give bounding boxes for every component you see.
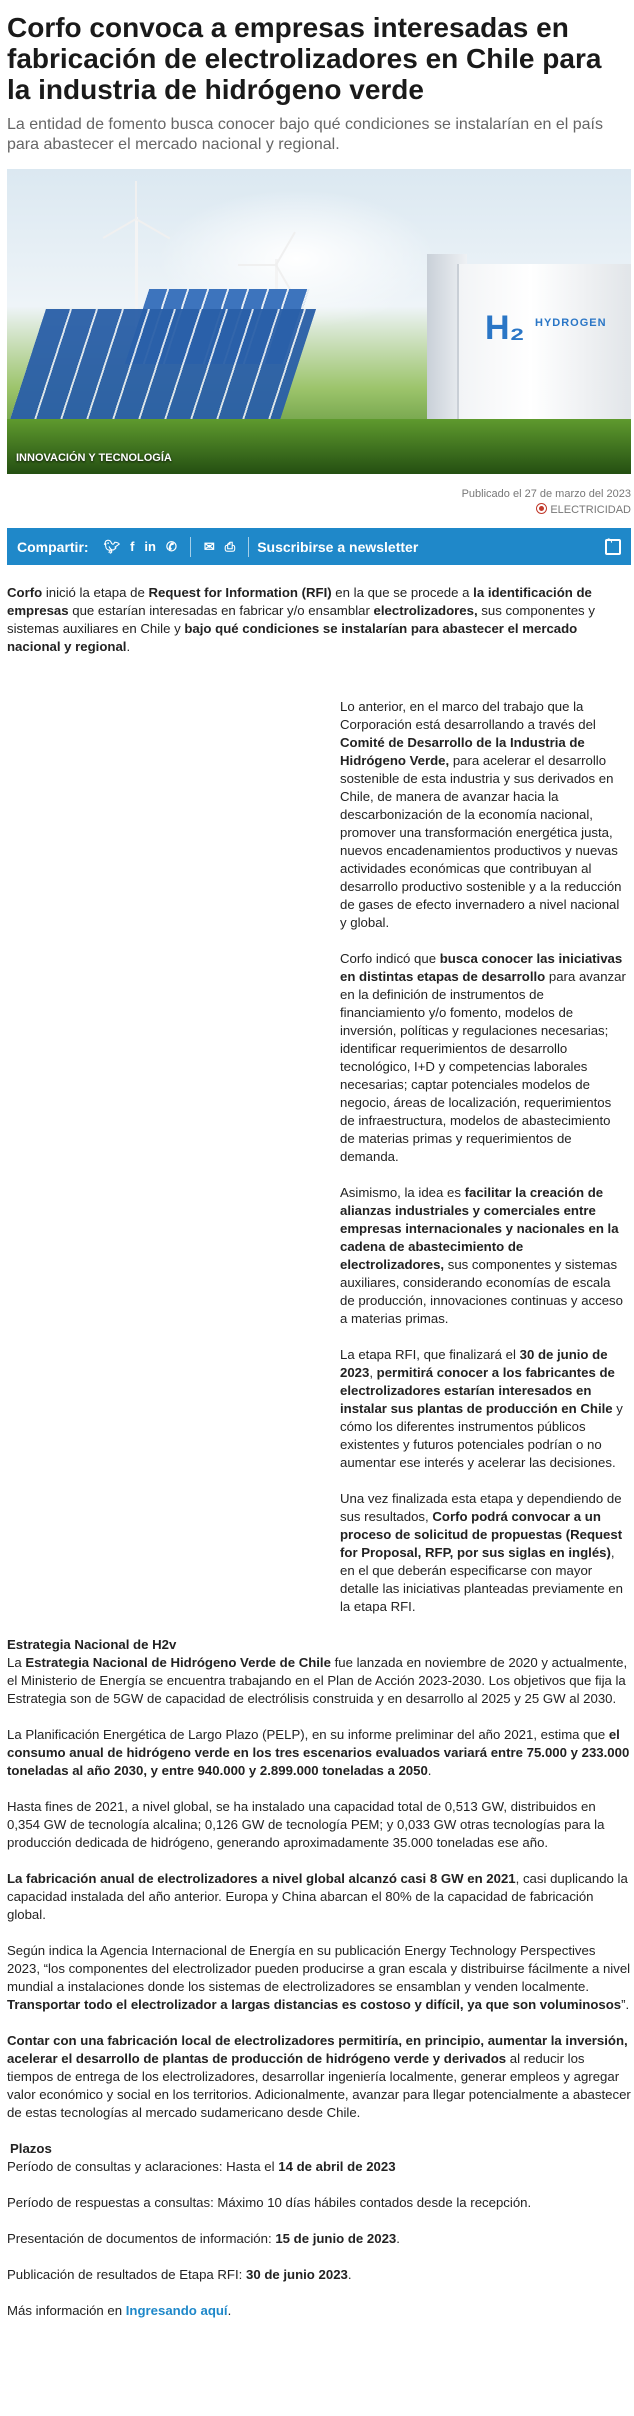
hydrogen-label: HYDROGEN <box>535 317 607 329</box>
section-heading-estrategia: Estrategia Nacional de H2v <box>7 1637 177 1652</box>
paragraph: Contar con una fabricación local de electrolizadores permitiría, en principio, aumentar la inversión, acelerar el desarrollo de plantas de producción de hidrógeno verde y derivados al reducir los tiempos de entrega de los electrolizadores, desarrollar ingeniería localmente, generar empleos y agregar valor económico y social en los territorios. Adicionalmente, avanzar para llegar potencialmente a abastecer de estas tecnologías al mercado sudamericano desde Chile. <box>7 2033 631 2120</box>
paragraph: Corfo indicó que busca conocer las iniciativas en distintas etapas de desarrollo para avanzar en la definición de instrumentos de financiamiento y/o fomento, modelos de inversión, políticas y regulaciones necesarias; identificar requerimientos de desarrollo tecnológico, I+D y competencias laborales necesarias; captar potenciales modelos de negocio, áreas de localización, requerimientos de infraestructura, modelos de abastecimiento de materias primas y requerimientos de demanda. <box>340 951 626 1164</box>
deadline-item: Presentación de documentos de información: 15 de junio de 2023. <box>7 2231 400 2246</box>
paragraph: Lo anterior, en el marco del trabajo que la Corporación está desarrollando a través del Comité de Desarrollo de la Industria de Hidrógeno Verde, para acelerar el desarrollo sostenible de esta industria y sus derivados en Chile, de manera de avanzar hacia la descarbonización de la economía nacional, promover una transformación energética justa, nuevos encadenamientos productivos y nuevas actividades económicas que contribuyan al desarrollo productivo sostenible y a la reducción de gases de efecto invernadero a nivel nacional y global. <box>340 699 622 930</box>
share-bar <box>7 528 631 565</box>
full-column <box>7 1636 631 2320</box>
deadline-item: Período de consultas y aclaraciones: Hasta el 14 de abril de 2023 <box>7 2159 396 2174</box>
newsletter-link[interactable]: Suscribirse a newsletter <box>257 538 419 555</box>
print-icon[interactable]: ⎙ <box>224 538 236 554</box>
deadline-item: Período de respuestas a consultas: Máximo 10 días hábiles contados desde la recepción. <box>7 2195 532 2210</box>
image-category-label[interactable]: INNOVACIÓN Y TECNOLOGÍA <box>16 452 172 464</box>
article <box>7 12 631 2320</box>
section-dot-icon <box>536 503 547 514</box>
whatsapp-icon[interactable]: ✆ <box>165 538 177 554</box>
paragraph: Hasta fines de 2021, a nivel global, se ha instalado una capacidad total de 0,513 GW, distribuidos en 0,354 GW de tecnología alcalina; 0,126 GW de tecnología PEM; y 0,033 GW otras tecnologías para la producción dedicada de hidrógeno, generando aproximadamente 35.000 toneladas ese año. <box>7 1799 605 1850</box>
section-heading-plazos: Plazos <box>10 2141 52 2156</box>
article-subtitle: La entidad de fomento busca conocer bajo qué condiciones se instalarían en el país para abastecer el mercado nacional y regional. <box>7 116 603 153</box>
article-meta <box>7 486 631 518</box>
section-tag[interactable]: ELECTRICIDAD <box>550 504 631 516</box>
publish-date: Publicado el 27 de marzo del 2023 <box>461 488 631 500</box>
paragraph: La Planificación Energética de Largo Plazo (PELP), en su informe preliminar del año 2021, estima que el consumo anual de hidrógeno verde en los tres escenarios evaluados variará entre 75.000 y 233.000 toneladas al año 2030, y entre 940.000 y 2.899.000 toneladas a 2050. <box>7 1727 630 1778</box>
paragraph: Asimismo, la idea es facilitar la creación de alianzas industriales y comerciales entre empresas internacionales y nacionales en la cadena de abastecimiento de electrolizadores, sus componentes y sistemas auxiliares, considerando economías de escala de producción, innovaciones continuas y acceso a materias primas. <box>340 1185 623 1326</box>
twitter-icon[interactable]: 🐦︎ <box>103 538 121 554</box>
more-info: Más información en Ingresando aquí. <box>7 2303 232 2318</box>
paragraph: La fabricación anual de electrolizadores a nivel global alcanzó casi 8 GW en 2021, casi duplicando la capacidad instalada del año anterior. Europa y China abarcan el 80% de la capacidad de fabricación global. <box>7 1871 628 1922</box>
rss-icon[interactable] <box>605 539 621 555</box>
email-icon[interactable]: ✉ <box>203 538 215 554</box>
facebook-icon[interactable]: f <box>130 539 135 554</box>
paragraph: Según indica la Agencia Internacional de Energía en su publicación Energy Technology Perspectives 2023, “los componentes del electrolizador pueden producirse a gran escala y distribuirse fácilmente a nivel mundial a instalaciones donde los sistemas de electrolizadores se ensamblan y venden localmente. Transportar todo el electrolizador a largas distancias es costoso y difícil, ya que son voluminosos”. <box>7 1943 631 2012</box>
paragraph: La etapa RFI, que finalizará el 30 de junio de 2023, permitirá conocer a los fabricantes de electrolizadores estarían interesados en instalar sus plantas de producción en Chile y cómo los diferentes instrumentos públicos existentes y futuros potenciales podrían o no aumentar ese interés y acelerar las decisiones. <box>340 1347 623 1470</box>
article-title: Corfo convoca a empresas interesadas en fabricación de electrolizadores en Chile para la industria de hidrógeno verde <box>7 12 602 105</box>
deadline-item: Publicación de resultados de Etapa RFI: 30 de junio 2023. <box>7 2267 352 2282</box>
narrow-column <box>340 698 626 1472</box>
linkedin-icon[interactable]: in <box>144 539 156 554</box>
share-label: Compartir: <box>17 538 89 555</box>
paragraph: La Estrategia Nacional de Hidrógeno Verde de Chile fue lanzada en noviembre de 2020 y actualmente, el Ministerio de Energía se encuentra trabajando en el Plan de Acción 2023-2030. Los objetivos que fija la Estrategia son de 5GW de capacidad de electrólisis construida y en desarrollo al 2025 y 25 GW al 2030. <box>7 1655 628 1706</box>
paragraph: Una vez finalizada esta etapa y dependiendo de sus resultados, Corfo podrá convocar a un proceso de solicitud de propuestas (Request for Proposal, RFP, por sus siglas en inglés), en el que deberán especificarse con mayor detalle las iniciativas planteadas previamente en la etapa RFI. <box>340 1491 623 1614</box>
h2-logo: H₂ <box>485 309 525 347</box>
paragraph-intro: Corfo inició la etapa de Request for Information (RFI) en la que se procede a la identificación de empresas que estarían interesadas en fabricar y/o ensamblar electrolizadores, sus componentes y sistemas auxiliares en Chile y bajo qué condiciones se instalarían para abastecer el mercado nacional y regional. <box>7 585 595 654</box>
hero-image <box>7 169 631 474</box>
more-info-link[interactable]: Ingresando aquí <box>125 2303 228 2318</box>
